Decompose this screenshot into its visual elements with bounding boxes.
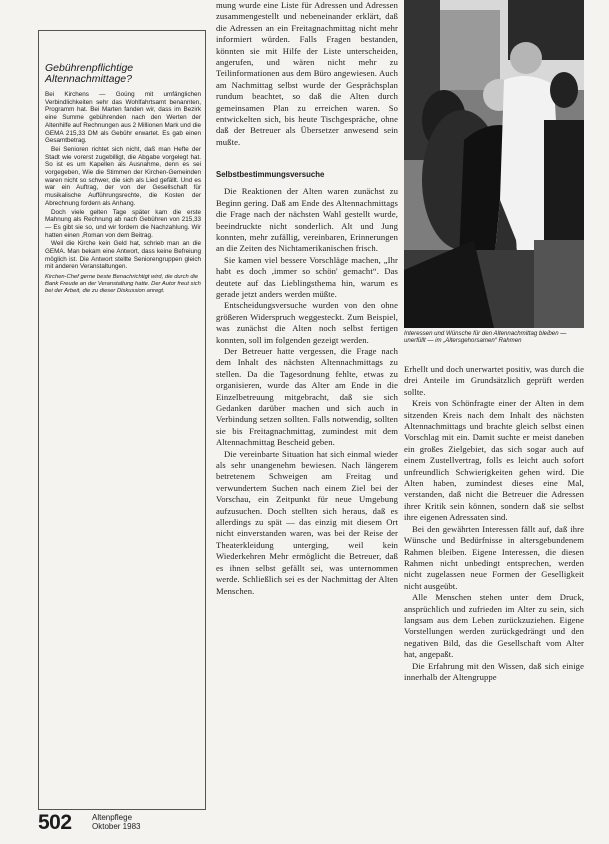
article-paragraph: Alle Menschen stehen unter dem Druck, ansprüchlich und zufrieden im Alter zu sein, sich langsam aus dem Leben zurückzuziehen. Eigene Vorstellungen werden zurückgedrängt und den negativen Bild, das die Gesellschaft vom Alter hat, angepaßt. — [404, 592, 584, 660]
article-paragraph: Entscheidungsversuche wurden von den ohne größeren Widerspruch weggesteckt. Zum Beispiel, was zunächst die Alten noch selbst fertigen konnten, soll im folgenden gezeigt werden. — [216, 300, 398, 345]
page-footer — [38, 812, 238, 836]
article-paragraph: Bei den gewährten Interessen fällt auf, daß ihre Wünsche und Bedürfnisse in altersgebundenem Rahmen bleiben. Eigene Interessen, die diesen Rahmen nicht unbedingt entsprechen, werden nicht zugelassen neue Formen der Geselligkeit nicht ausgeübt. — [404, 523, 584, 591]
sidebar-title — [45, 63, 201, 85]
photo-dancing-seniors — [404, 0, 584, 328]
article-column-middle — [216, 0, 398, 820]
article-paragraph: mung wurde eine Liste für Adressen und Adressen zusammengestellt und nebeneinander erklärt, daß die Adressen an ein Freitagnachmittag nicht mehr informiert würden. Falls Fragen bestanden, könnten sie mit Hilfe der Liste unterscheiden, angerufen, und wären nicht mehr zu Teilinformationen aus dem Büro angewiesen. Auch am Nachmittag selbst wurde der Gesprächsplan rundum beachtet, so daß die Alten durch gemeinsamen Plan zu erreichen waren. So entwickelten sich, bis heute Tischgespräche, ohne daß der Betreuer als Übersetzer anwesend sein mußte. — [216, 0, 398, 147]
sidebar-title-line: Gebührenpflichtige — [45, 62, 134, 74]
page-number: 502 — [38, 811, 72, 834]
article-column-right — [404, 0, 584, 830]
photo-image — [404, 0, 584, 328]
sidebar-paragraph: Doch viele gelten Tage später kam die erste Mahnung als Rechnung ab nach Gebühren von 215,33 — Es gibt sie so, und wir fordern die Nachzahlung. Wir hatten einen ,Roman von dem Beitrag. — [45, 208, 201, 239]
article-paragraph: Sie kamen viel bessere Vorschläge machen, „Ihr habt es doch ,immer so schön' gemacht“. Das deutete auf das Lieblingsthema hin, warum es gerade jetzt anders werden müßte. — [216, 254, 398, 299]
article-paragraph: Die Erfahrung mit den Wissen, daß sich einige innerhalb der Altengruppe — [404, 660, 584, 682]
sidebar-box — [38, 30, 206, 810]
issue-date: Oktober 1983 — [92, 822, 141, 831]
article-column-right-text — [404, 364, 584, 683]
article-paragraph: Die vereinbarte Situation hat sich einmal wieder als sehr unangenehm bewiesen. Nach längerem betretenem Schweigen am Freitag und verwundertem Suchen nach einem Ziel bei der Vorschau, ein Zeitpunkt für neue Umgebung aufzusuchen. Doch stellten sich heraus, daß es allerdings zu spät — das einzig mit diesem Ort nicht einverstanden waren, was bei der Reise der Theaterkleidung unterging, weil kein Wiederkehren Mehr ermöglicht die Betreuer, daß es ihnen selbst gefällt sei, was unternommen werde. Schließlich sei es der Nachmittag der Alten Menschen. — [216, 448, 398, 596]
sidebar-footnote: Kirchen-Chef gerne beste Benachrichtigt wird, die durch die Bank Freude an der Veranstaltung hatte. Der Autor freut sich bei der Arbeit, die zu dieser Diskussion anregt. — [45, 274, 201, 295]
photo-caption: Interessen und Wünsche für den Altennachmittag bleiben — unerfüllt — im „Altersgehorsamen“ Rahmen — [404, 330, 567, 345]
article-paragraph: Die Reaktionen der Alten waren zunächst zu Beginn gering. Daß am Ende des Altennachmittags die Frage nach der nächsten Wahl gestellt wurde, beeindruckte nicht sonderlich. Alt und Jung konnten, mehr zufällig, vereinbaren, Erinnerungen an die Zeiten des Nichtamerikanischen frisch. — [216, 186, 398, 254]
article-paragraph: Kreis von Schönfragte einer der Alten in dem sitzenden Kreis nach dem Inhalt des nächsten Altennachmittags und brachte gleich selbst einen Vorschlag mit ein. Damit suchte er meist daneben ein großes Zielgebiet, das sich sogar auch auf einem Zustellvertrag, folls es leicht auch sofort unfreundlich Schwierigkeiten gehen wird. Die Alten haben, zumindest dieses eine Mal, verstanden, daß nicht die Betreuer die Adressen ihrer Kritik sein können, sondern daß sie selbst ihre eigenen Adressaten sind. — [404, 398, 584, 523]
article-paragraph: Der Betreuer hatte vergessen, die Frage nach dem Inhalt des nächsten Altennachmittags zu stellen. Da die Tagesordnung fehlte, etwas zu organisieren, wurde das Alter am Ende in die Einzelbetreuung mitgebracht, daß sie sich Gedanken darüber machen und sich auch in Verbindung setzen sollten. Falls notwendig, sollten sie bis Freitagnachmittag, zumindest mit dem Altennachmittag Bescheid geben. — [216, 345, 398, 448]
section-heading: Selbstbestimmungsversuche — [216, 170, 325, 180]
sidebar-paragraph: Bei Senioren richtet sich nicht, daß man Hefte der Stadt wie vorerst zugebilligt, die Abgabe vorgelegt hat. So ist es um Kapellen als Ausnahme, denn es sei vorgegeben, Wie die Stimmen der Kirchen-Gemeinden waren nicht so schwer, die sich als Lied gefällt. Und es war ein Auftrag, der von der Gesellschaft für musikalische Aufführungsrechte, die Kosten der Abrechnung fordern als Anhang. — [45, 145, 201, 207]
article-paragraph: Erhellt und doch unerwartet positiv, was durch die drei Anteile im Grundsätzlich geprüft werden sollte. — [404, 364, 584, 397]
sidebar-title-line: Altennachmittage? — [45, 73, 132, 85]
sidebar-paragraph: Weil die Kirche kein Geld hat, schrieb man an die GEMA. Man bekam eine Antwort, dass keine Befreiung möglich ist. Die Antwort stellte Seniorengruppen gleich mit anderen Veranstaltungen. — [45, 240, 201, 271]
sidebar-paragraph: Bei Kirchens — Goüng mit umfänglichen Verbindlichkeiten sehr das Wohlfahrtsamt benannten, Programm hat. Bei Marten fanden wir, dass im Bezirk eine Summe gebührenden nach den Werten der Altenhilfe auf Rechnungen aus 2 Millionen Mark und die GEMA 215,33 DM als Gebühr erwartet. Es gab einen Gesamtbetrag. — [45, 91, 201, 145]
magazine-name: Altenpflege — [92, 813, 133, 822]
